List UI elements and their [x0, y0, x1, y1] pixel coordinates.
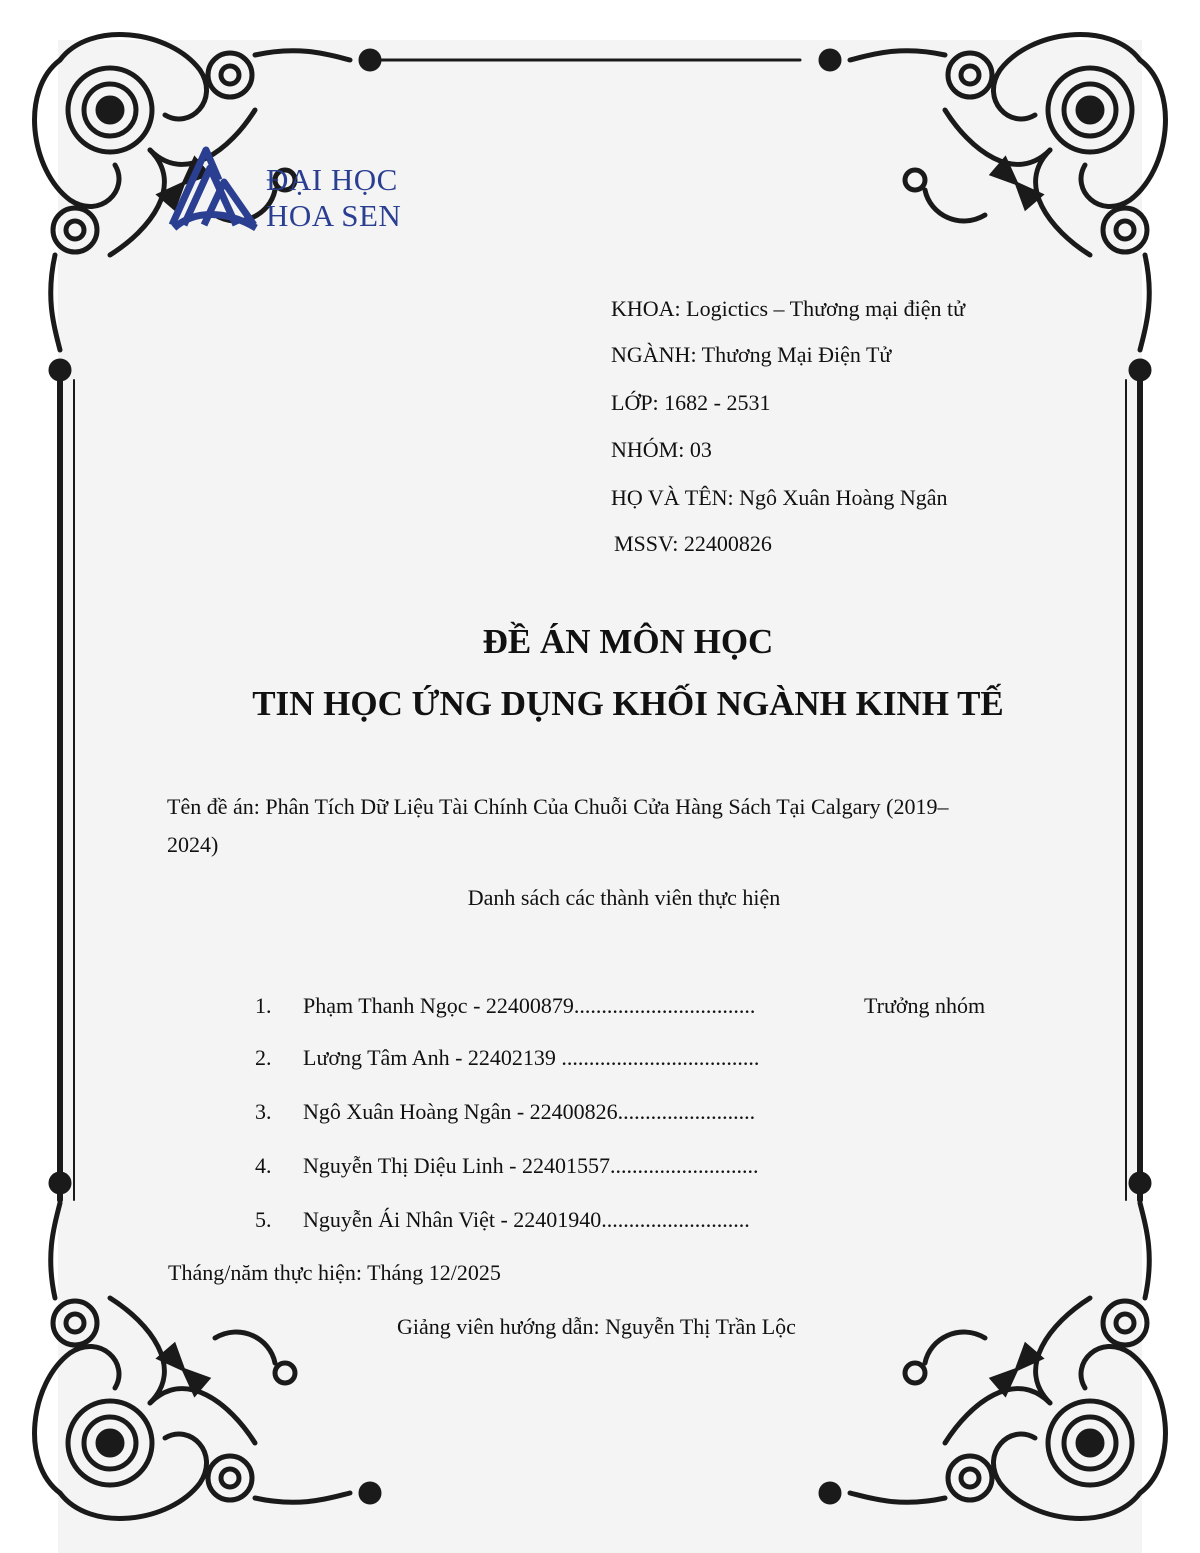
info-full-name: HỌ VÀ TÊN: Ngô Xuân Hoàng Ngân [611, 485, 948, 510]
member-number: 1. [255, 993, 272, 1018]
member-number: 5. [255, 1207, 272, 1232]
logo-line-2: HOA SEN [266, 198, 402, 233]
page-title-line-2: TIN HỌC ỨNG DỤNG KHỐI NGÀNH KINH TẾ [252, 684, 1004, 723]
member-entry: Nguyễn Ái Nhân Việt - 22401940........................... [303, 1207, 750, 1232]
supervisor: Giảng viên hướng dẫn: Nguyễn Thị Trần Lộc [397, 1314, 796, 1339]
info-major: NGÀNH: Thương Mại Điện Tử [611, 342, 892, 367]
project-name-line-1: Tên đề án: Phân Tích Dữ Liệu Tài Chính Của Chuỗi Cửa Hàng Sách Tại Calgary (2019– [167, 794, 949, 819]
member-entry: Ngô Xuân Hoàng Ngân - 22400826......................... [303, 1099, 756, 1124]
info-class: LỚP: 1682 - 2531 [611, 390, 771, 415]
university-logo [160, 140, 420, 240]
member-role: Trưởng nhóm [864, 993, 986, 1018]
logo-line-1: ĐẠI HỌC [266, 162, 398, 197]
project-name-line-2: 2024) [167, 832, 219, 857]
member-number: 3. [255, 1099, 272, 1124]
project-name [167, 788, 1087, 864]
member-number: 4. [255, 1153, 272, 1178]
info-group: NHÓM: 03 [611, 437, 712, 462]
page-title-line-1: ĐỀ ÁN MÔN HỌC [482, 622, 774, 661]
completion-date: Tháng/năm thực hiện: Tháng 12/2025 [168, 1260, 501, 1285]
info-faculty: KHOA: Logictics – Thương mại điện tử [611, 296, 966, 321]
member-number: 2. [255, 1045, 272, 1070]
member-entry: Lương Tâm Anh - 22402139 .................................... [303, 1045, 760, 1070]
member-entry: Phạm Thanh Ngọc - 22400879................................. [303, 993, 756, 1018]
members-heading: Danh sách các thành viên thực hiện [467, 885, 781, 910]
info-student-id: MSSV: 22400826 [614, 531, 772, 556]
lotus-logo-icon [164, 140, 262, 234]
member-entry: Nguyễn Thị Diệu Linh - 22401557........................... [303, 1153, 759, 1178]
